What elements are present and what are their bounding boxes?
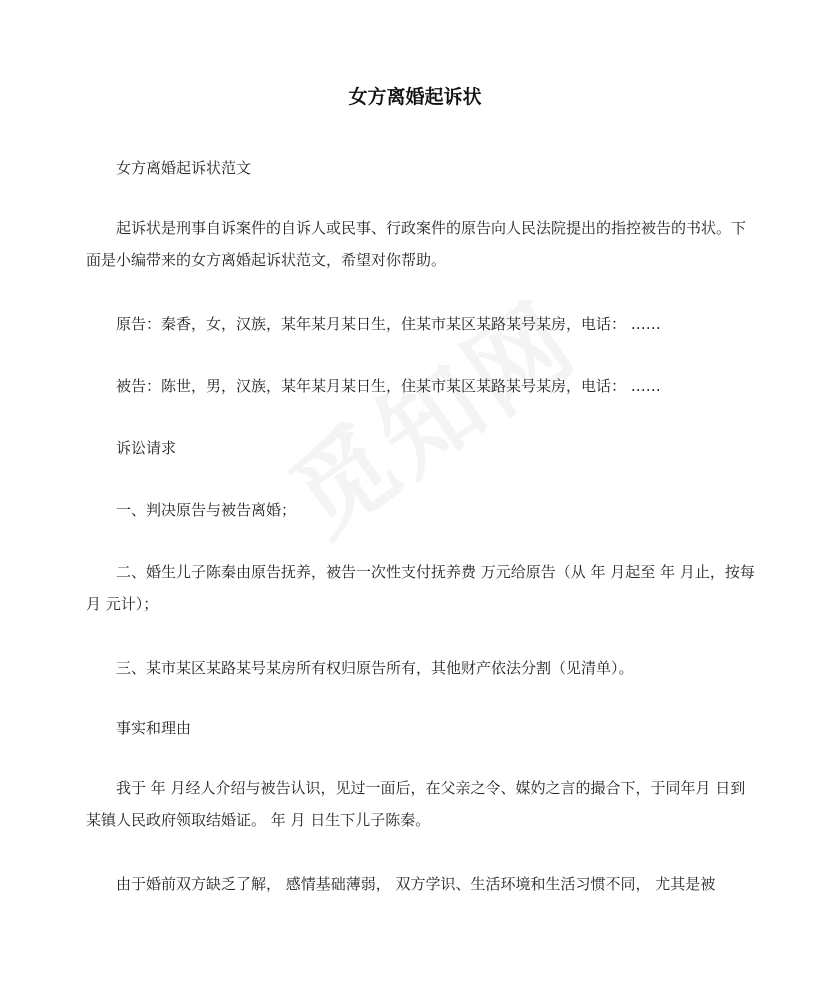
paragraph-subtitle: 女方离婚起诉状范文 (116, 159, 252, 177)
claim-item-3: 三、某市某区某路某号某房所有权归原告所有，其他财产依法分割（见清单）。 (116, 659, 634, 677)
paragraph-defendant: 被告：陈世，男，汉族，某年某月某日生，住某市某区某路某号某房，电话： …… (116, 377, 661, 395)
claim-item-2: 二、婚生儿子陈秦由原告抚养，被告一次性支付抚养费 万元给原告（从 年 月起至 年 月止，按每月 元计）； (86, 563, 755, 613)
paragraph-intro: 起诉状是刑事自诉案件的自诉人或民事、行政案件的原告向人民法院提出的指控被告的书状。下面是小编带来的女方离婚起诉状范文，希望对你帮助。 (86, 219, 747, 269)
facts-paragraph-1: 我于 年 月经人介绍与被告认识，见过一面后，在父亲之令、媒妁之言的撮合下，于同年月 日到某镇人民政府领取结婚证。 年 月 日生下儿子陈秦。 (86, 779, 746, 829)
section-heading-claims: 诉讼请求 (116, 439, 177, 457)
section-heading-facts: 事实和理由 (116, 719, 192, 737)
paragraph-plaintiff: 原告：秦香，女，汉族，某年某月某日生，住某市某区某路某号某房，电话： …… (116, 315, 661, 333)
claim-item-1: 一、判决原告与被告离婚； (116, 501, 297, 519)
document-title: 女方离婚起诉状 (348, 86, 482, 108)
facts-paragraph-2: 由于婚前双方缺乏了解， 感情基础薄弱， 双方学识、生活环境和生活习惯不同， 尤其是被 (116, 875, 716, 893)
